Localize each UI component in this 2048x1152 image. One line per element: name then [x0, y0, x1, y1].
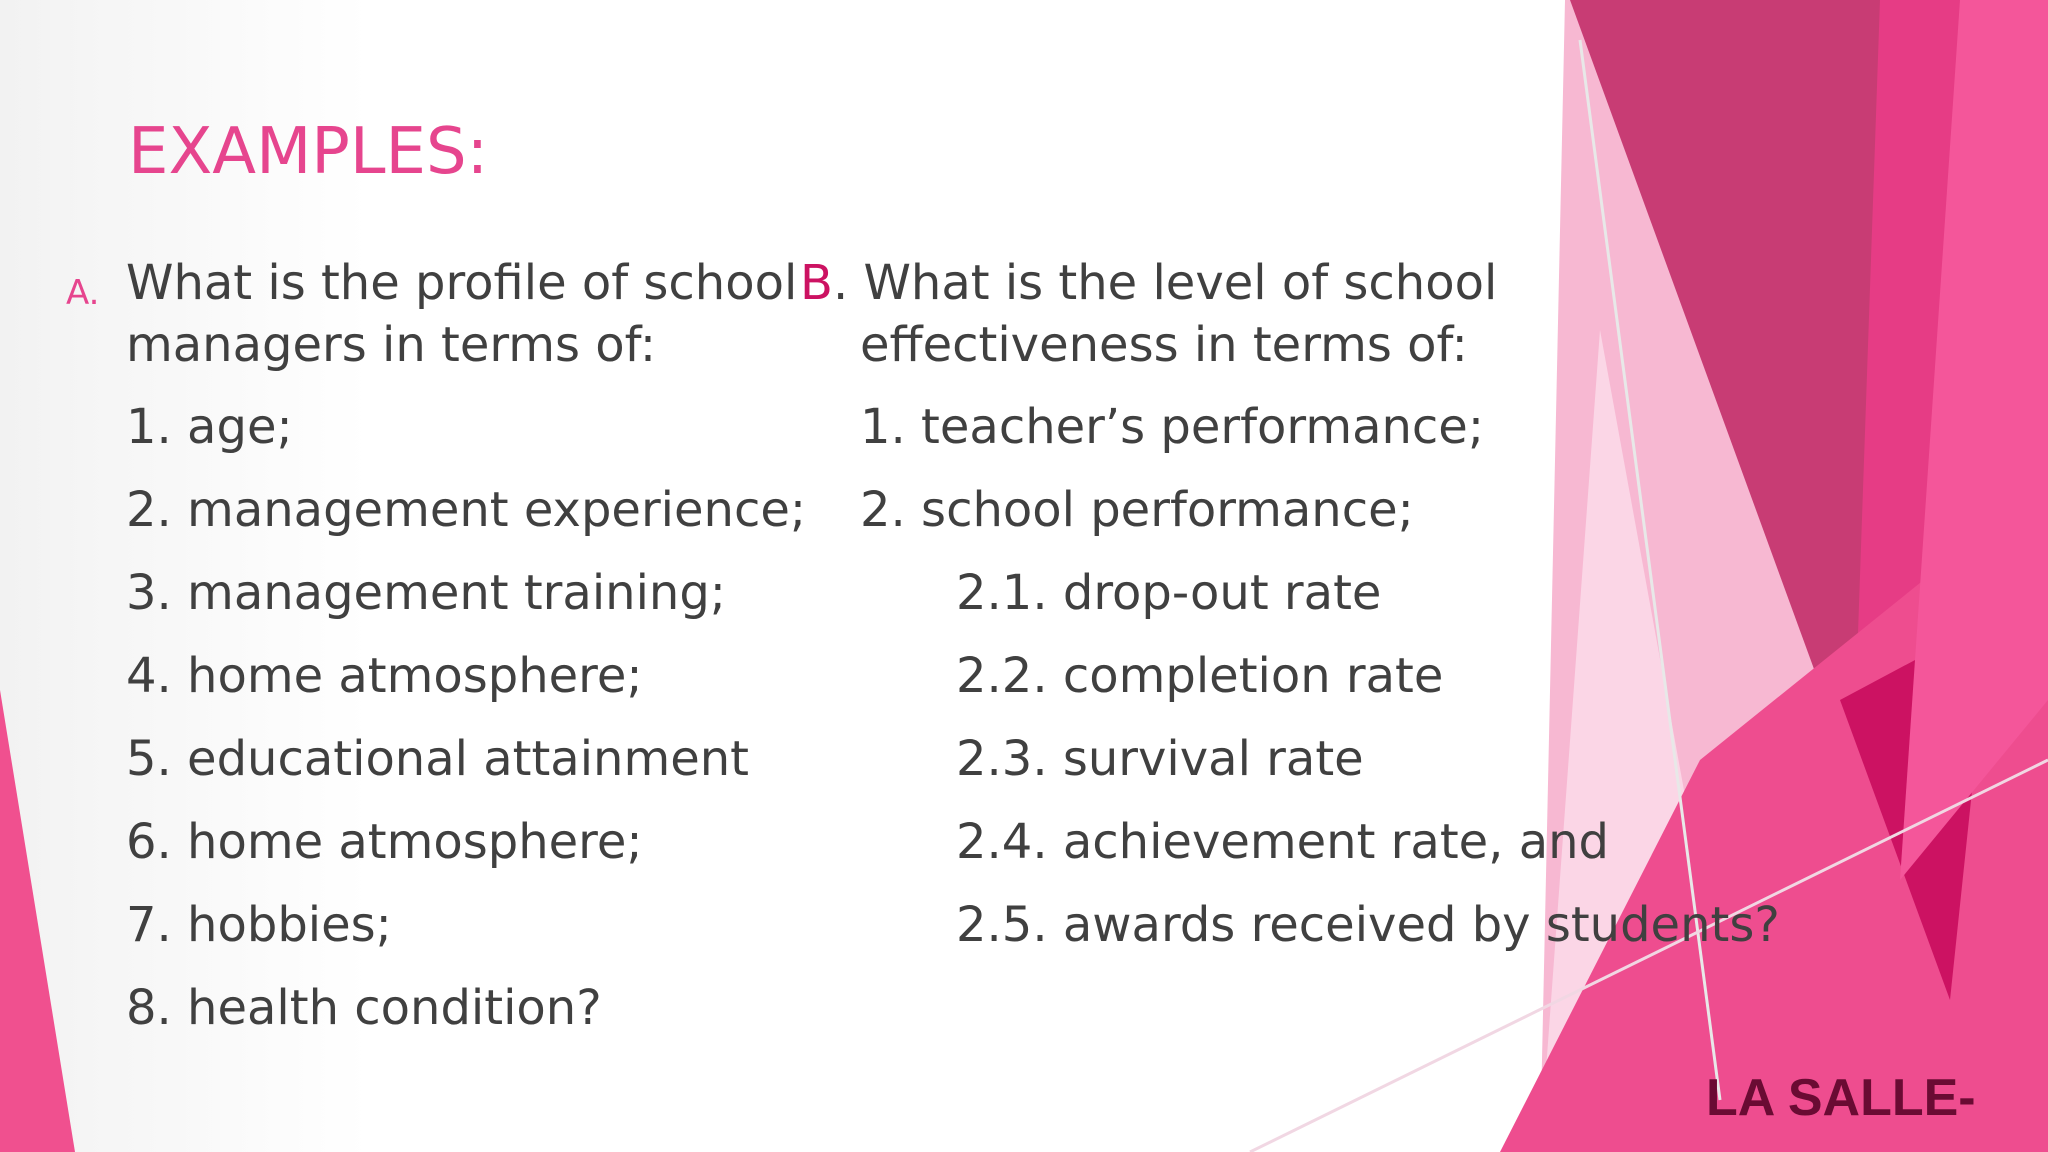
list-item: 1. age; [126, 399, 293, 455]
list-item: 2. school performance; [860, 482, 1414, 538]
question-b [800, 252, 1760, 376]
footer-brand: LA SALLE- [1706, 1069, 1976, 1127]
sub-list-item: 2.3. survival rate [956, 731, 1364, 787]
question-a-line-2: managers in terms of: [126, 317, 657, 373]
list-marker-b: B [800, 255, 833, 311]
column-b [800, 252, 1780, 953]
sub-list-item: 2.5. awards received by students? [956, 897, 1780, 953]
list-item: 3. management training; [126, 565, 726, 621]
slide-title: EXAMPLES: [128, 115, 489, 189]
question-b-line-1: . What is the level of school [832, 255, 1498, 311]
list-item: 6. home atmosphere; [126, 814, 643, 870]
list-item: 7. hobbies; [126, 897, 392, 953]
sub-list-item: 2.2. completion rate [956, 648, 1444, 704]
question-a [66, 252, 798, 376]
question-a-line-1: What is the profile of school [126, 255, 798, 311]
list-item: 5. educational attainment [126, 731, 749, 787]
left-accent-triangle [0, 690, 75, 1152]
column-a [66, 252, 807, 1036]
sub-list-item: 2.4. achievement rate, and [956, 814, 1609, 870]
list-item: 2. management experience; [126, 482, 807, 538]
question-b-line-2: effectiveness in terms of: [860, 317, 1468, 373]
sub-list-item: 2.1. drop-out rate [956, 565, 1382, 621]
list-marker-a: A. [66, 273, 100, 313]
list-item: 4. home atmosphere; [126, 648, 643, 704]
list-item: 8. health condition? [126, 980, 602, 1036]
list-item: 1. teacher’s performance; [860, 399, 1484, 455]
